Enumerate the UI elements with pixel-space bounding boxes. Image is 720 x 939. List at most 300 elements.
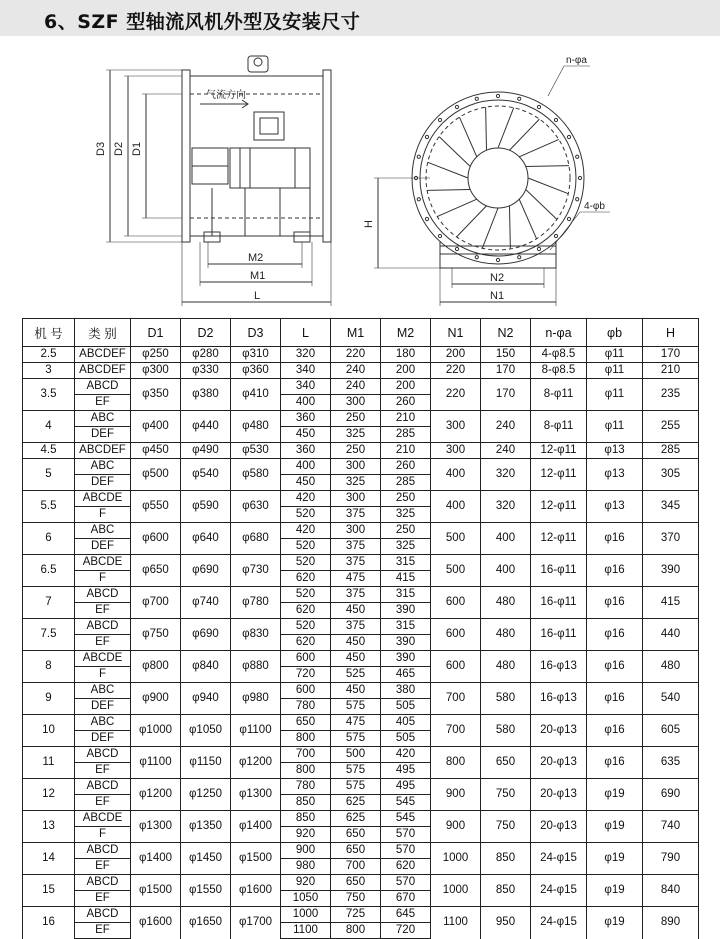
cell-m2: 390 — [381, 603, 431, 619]
cell-category: ABCDE — [75, 491, 131, 507]
cell-category: ABC — [75, 411, 131, 427]
cell-d1: φ450 — [131, 443, 181, 459]
col-header: D2 — [181, 319, 231, 347]
cell-n1: 800 — [431, 747, 481, 779]
col-header: M2 — [381, 319, 431, 347]
cell-n2: 850 — [481, 843, 531, 875]
cell-n2: 850 — [481, 875, 531, 907]
cell-h: 440 — [643, 619, 699, 651]
cell-h: 345 — [643, 491, 699, 523]
cell-d2: φ840 — [181, 651, 231, 683]
cell-phi-b: φ19 — [587, 843, 643, 875]
cell-h: 170 — [643, 347, 699, 363]
cell-l: 800 — [281, 763, 331, 779]
cell-n1: 700 — [431, 715, 481, 747]
cell-n1: 220 — [431, 379, 481, 411]
cell-d1: φ600 — [131, 523, 181, 555]
col-header: 机 号 — [23, 319, 75, 347]
cell-d1: φ1100 — [131, 747, 181, 779]
cell-n2: 240 — [481, 411, 531, 443]
dim-label-d3: D3 — [95, 141, 107, 156]
cell-n1: 900 — [431, 811, 481, 843]
cell-h: 415 — [643, 587, 699, 619]
cell-d2: φ1350 — [181, 811, 231, 843]
cell-h: 605 — [643, 715, 699, 747]
cell-m2: 495 — [381, 763, 431, 779]
cell-m2: 315 — [381, 555, 431, 571]
cell-n1: 700 — [431, 683, 481, 715]
cell-m1: 375 — [331, 619, 381, 635]
cell-m2: 250 — [381, 491, 431, 507]
cell-l: 520 — [281, 507, 331, 523]
cell-n2: 240 — [481, 443, 531, 459]
cell-d3: φ1700 — [231, 907, 281, 939]
cell-m1: 650 — [331, 827, 381, 843]
cell-phi-b: φ16 — [587, 619, 643, 651]
cell-h: 370 — [643, 523, 699, 555]
cell-n1: 900 — [431, 779, 481, 811]
cell-m1: 500 — [331, 747, 381, 763]
table-row — [23, 491, 699, 507]
cell-d2: φ490 — [181, 443, 231, 459]
cell-n1: 1000 — [431, 843, 481, 875]
cell-n1: 200 — [431, 347, 481, 363]
cell-l: 360 — [281, 411, 331, 427]
cell-d2: φ690 — [181, 619, 231, 651]
cell-n1: 400 — [431, 491, 481, 523]
cell-l: 450 — [281, 475, 331, 491]
cell-category: EF — [75, 891, 131, 907]
cell-m1: 450 — [331, 683, 381, 699]
cell-m1: 300 — [331, 459, 381, 475]
cell-category: ABCD — [75, 843, 131, 859]
cell-l: 600 — [281, 683, 331, 699]
cell-phi-b: φ16 — [587, 715, 643, 747]
cell-d1: φ250 — [131, 347, 181, 363]
cell-n-phi-a: 20-φ13 — [531, 811, 587, 843]
cell-d3: φ1300 — [231, 779, 281, 811]
cell-model-no: 7.5 — [23, 619, 75, 651]
cell-n2: 580 — [481, 715, 531, 747]
cell-model-no: 14 — [23, 843, 75, 875]
table-row — [23, 363, 699, 379]
table-row — [23, 747, 699, 763]
cell-h: 690 — [643, 779, 699, 811]
cell-phi-b: φ13 — [587, 443, 643, 459]
cell-m1: 750 — [331, 891, 381, 907]
cell-d3: φ880 — [231, 651, 281, 683]
cell-l: 920 — [281, 875, 331, 891]
cell-category: F — [75, 507, 131, 523]
cell-phi-b: φ13 — [587, 491, 643, 523]
cell-d3: φ1600 — [231, 875, 281, 907]
cell-n-phi-a: 20-φ13 — [531, 747, 587, 779]
cell-d3: φ630 — [231, 491, 281, 523]
cell-category: EF — [75, 635, 131, 651]
cell-h: 890 — [643, 907, 699, 939]
col-header: N2 — [481, 319, 531, 347]
col-header: 类 别 — [75, 319, 131, 347]
col-header: φb — [587, 319, 643, 347]
cell-m1: 300 — [331, 523, 381, 539]
cell-m2: 505 — [381, 731, 431, 747]
cell-phi-b: φ16 — [587, 651, 643, 683]
col-header: H — [643, 319, 699, 347]
cell-d3: φ830 — [231, 619, 281, 651]
cell-phi-b: φ16 — [587, 587, 643, 619]
cell-h: 635 — [643, 747, 699, 779]
cell-n2: 750 — [481, 811, 531, 843]
cell-d1: φ1200 — [131, 779, 181, 811]
cell-model-no: 5.5 — [23, 491, 75, 523]
spec-table — [22, 318, 699, 939]
cell-category: EF — [75, 763, 131, 779]
cell-phi-b: φ11 — [587, 411, 643, 443]
cell-h: 285 — [643, 443, 699, 459]
cell-l: 520 — [281, 619, 331, 635]
cell-m2: 390 — [381, 651, 431, 667]
cell-d1: φ1300 — [131, 811, 181, 843]
cell-l: 720 — [281, 667, 331, 683]
cell-n-phi-a: 24-φ15 — [531, 875, 587, 907]
dim-label-m2: M2 — [248, 252, 264, 264]
cell-l: 780 — [281, 779, 331, 795]
cell-n-phi-a: 24-φ15 — [531, 907, 587, 939]
fan-outline-drawing — [0, 36, 720, 316]
cell-d3: φ580 — [231, 459, 281, 491]
cell-n2: 480 — [481, 651, 531, 683]
cell-m1: 375 — [331, 555, 381, 571]
cell-category: ABCDEF — [75, 363, 131, 379]
cell-phi-b: φ11 — [587, 379, 643, 411]
cell-d2: φ380 — [181, 379, 231, 411]
cell-phi-b: φ11 — [587, 347, 643, 363]
cell-d3: φ980 — [231, 683, 281, 715]
cell-h: 790 — [643, 843, 699, 875]
cell-category: ABCDEF — [75, 443, 131, 459]
cell-d2: φ540 — [181, 459, 231, 491]
table-row — [23, 875, 699, 891]
cell-n1: 600 — [431, 651, 481, 683]
cell-n1: 600 — [431, 587, 481, 619]
cell-d1: φ800 — [131, 651, 181, 683]
table-row — [23, 843, 699, 859]
cell-n1: 1100 — [431, 907, 481, 939]
cell-l: 420 — [281, 491, 331, 507]
cell-n2: 580 — [481, 683, 531, 715]
cell-n2: 950 — [481, 907, 531, 939]
cell-m2: 285 — [381, 427, 431, 443]
col-header: D3 — [231, 319, 281, 347]
cell-h: 305 — [643, 459, 699, 491]
cell-d3: φ780 — [231, 587, 281, 619]
cell-m1: 800 — [331, 923, 381, 939]
cell-n-phi-a: 8-φ8.5 — [531, 363, 587, 379]
cell-category: DEF — [75, 731, 131, 747]
cell-m2: 720 — [381, 923, 431, 939]
table-row — [23, 683, 699, 699]
cell-d1: φ350 — [131, 379, 181, 411]
cell-m2: 420 — [381, 747, 431, 763]
cell-m2: 380 — [381, 683, 431, 699]
cell-l: 340 — [281, 363, 331, 379]
table-row — [23, 619, 699, 635]
cell-category: ABCD — [75, 747, 131, 763]
cell-category: EF — [75, 859, 131, 875]
cell-n-phi-a: 12-φ11 — [531, 491, 587, 523]
cell-n-phi-a: 12-φ11 — [531, 459, 587, 491]
cell-category: ABCDE — [75, 651, 131, 667]
cell-model-no: 7 — [23, 587, 75, 619]
cell-l: 420 — [281, 523, 331, 539]
cell-category: EF — [75, 603, 131, 619]
cell-category: ABC — [75, 459, 131, 475]
cell-d1: φ700 — [131, 587, 181, 619]
cell-l: 920 — [281, 827, 331, 843]
cell-category: ABCDE — [75, 811, 131, 827]
cell-d1: φ1500 — [131, 875, 181, 907]
cell-n1: 500 — [431, 555, 481, 587]
cell-m2: 405 — [381, 715, 431, 731]
cell-d2: φ1650 — [181, 907, 231, 939]
cell-m2: 325 — [381, 507, 431, 523]
cell-category: DEF — [75, 475, 131, 491]
cell-m1: 700 — [331, 859, 381, 875]
front-view — [374, 66, 610, 306]
cell-l: 600 — [281, 651, 331, 667]
cell-model-no: 12 — [23, 779, 75, 811]
cell-l: 520 — [281, 539, 331, 555]
cell-model-no: 3 — [23, 363, 75, 379]
cell-m1: 575 — [331, 763, 381, 779]
cell-phi-b: φ19 — [587, 875, 643, 907]
table-row — [23, 587, 699, 603]
cell-n-phi-a: 16-φ13 — [531, 651, 587, 683]
cell-d3: φ310 — [231, 347, 281, 363]
cell-model-no: 4 — [23, 411, 75, 443]
cell-m1: 450 — [331, 651, 381, 667]
cell-d3: φ680 — [231, 523, 281, 555]
cell-phi-b: φ16 — [587, 683, 643, 715]
cell-m1: 240 — [331, 379, 381, 395]
table-row — [23, 379, 699, 395]
cell-model-no: 2.5 — [23, 347, 75, 363]
title-bar — [0, 0, 720, 36]
cell-category: F — [75, 571, 131, 587]
cell-m2: 325 — [381, 539, 431, 555]
cell-m1: 325 — [331, 427, 381, 443]
cell-n1: 220 — [431, 363, 481, 379]
cell-m1: 575 — [331, 779, 381, 795]
cell-category: ABCD — [75, 587, 131, 603]
dim-label-n-phi-a: n-φa — [566, 55, 587, 66]
table-row — [23, 779, 699, 795]
cell-m1: 325 — [331, 475, 381, 491]
cell-d2: φ1050 — [181, 715, 231, 747]
page-title: 6、SZF 型轴流风机外型及安装尺寸 — [44, 11, 361, 33]
cell-n2: 170 — [481, 363, 531, 379]
cell-l: 620 — [281, 603, 331, 619]
cell-category: F — [75, 667, 131, 683]
col-header: L — [281, 319, 331, 347]
table-row — [23, 347, 699, 363]
cell-m2: 645 — [381, 907, 431, 923]
cell-phi-b: φ11 — [587, 363, 643, 379]
cell-d3: φ1500 — [231, 843, 281, 875]
cell-m1: 625 — [331, 811, 381, 827]
cell-m2: 545 — [381, 811, 431, 827]
cell-n2: 170 — [481, 379, 531, 411]
cell-category: DEF — [75, 699, 131, 715]
cell-m1: 650 — [331, 843, 381, 859]
cell-n1: 500 — [431, 523, 481, 555]
cell-m2: 505 — [381, 699, 431, 715]
cell-model-no: 6.5 — [23, 555, 75, 587]
cell-m1: 475 — [331, 571, 381, 587]
cell-n-phi-a: 16-φ11 — [531, 619, 587, 651]
cell-m2: 315 — [381, 619, 431, 635]
cell-n-phi-a: 4-φ8.5 — [531, 347, 587, 363]
cell-m1: 650 — [331, 875, 381, 891]
cell-d2: φ740 — [181, 587, 231, 619]
cell-phi-b: φ16 — [587, 555, 643, 587]
cell-d2: φ590 — [181, 491, 231, 523]
cell-m2: 570 — [381, 843, 431, 859]
cell-l: 520 — [281, 555, 331, 571]
cell-d2: φ1450 — [181, 843, 231, 875]
cell-m2: 210 — [381, 443, 431, 459]
cell-m2: 200 — [381, 363, 431, 379]
cell-d2: φ640 — [181, 523, 231, 555]
flow-direction-label: 气流方向 — [206, 90, 246, 101]
cell-l: 1100 — [281, 923, 331, 939]
cell-l: 450 — [281, 427, 331, 443]
cell-model-no: 4.5 — [23, 443, 75, 459]
table-row — [23, 555, 699, 571]
cell-l: 700 — [281, 747, 331, 763]
cell-m1: 300 — [331, 395, 381, 411]
cell-m1: 220 — [331, 347, 381, 363]
cell-n2: 150 — [481, 347, 531, 363]
cell-n-phi-a: 20-φ13 — [531, 715, 587, 747]
cell-n-phi-a: 16-φ11 — [531, 555, 587, 587]
cell-m2: 570 — [381, 827, 431, 843]
cell-h: 390 — [643, 555, 699, 587]
cell-m2: 545 — [381, 795, 431, 811]
cell-n1: 600 — [431, 619, 481, 651]
cell-m2: 200 — [381, 379, 431, 395]
cell-m2: 210 — [381, 411, 431, 427]
cell-category: ABCD — [75, 907, 131, 923]
cell-model-no: 3.5 — [23, 379, 75, 411]
cell-n2: 480 — [481, 587, 531, 619]
dim-label-4-phi-b: 4-φb — [584, 201, 605, 212]
cell-m2: 670 — [381, 891, 431, 907]
cell-n2: 650 — [481, 747, 531, 779]
cell-m2: 570 — [381, 875, 431, 891]
cell-d2: φ1150 — [181, 747, 231, 779]
cell-n2: 320 — [481, 491, 531, 523]
cell-category: ABCD — [75, 379, 131, 395]
cell-n2: 400 — [481, 523, 531, 555]
cell-h: 540 — [643, 683, 699, 715]
cell-d2: φ330 — [181, 363, 231, 379]
cell-d3: φ480 — [231, 411, 281, 443]
cell-l: 620 — [281, 635, 331, 651]
cell-category: F — [75, 827, 131, 843]
cell-n-phi-a: 12-φ11 — [531, 523, 587, 555]
cell-m1: 450 — [331, 603, 381, 619]
cell-m1: 240 — [331, 363, 381, 379]
cell-d3: φ1400 — [231, 811, 281, 843]
dim-label-d1: D1 — [131, 141, 143, 156]
cell-m1: 375 — [331, 539, 381, 555]
cell-l: 400 — [281, 395, 331, 411]
cell-category: ABCD — [75, 875, 131, 891]
cell-n1: 300 — [431, 411, 481, 443]
table-row — [23, 651, 699, 667]
cell-m2: 285 — [381, 475, 431, 491]
cell-phi-b: φ19 — [587, 779, 643, 811]
cell-m2: 495 — [381, 779, 431, 795]
table-row — [23, 411, 699, 427]
cell-n2: 400 — [481, 555, 531, 587]
cell-d3: φ360 — [231, 363, 281, 379]
cell-m1: 250 — [331, 443, 381, 459]
cell-d1: φ650 — [131, 555, 181, 587]
cell-n1: 1000 — [431, 875, 481, 907]
table-row — [23, 811, 699, 827]
cell-d1: φ1600 — [131, 907, 181, 939]
cell-model-no: 9 — [23, 683, 75, 715]
cell-d2: φ1250 — [181, 779, 231, 811]
cell-m1: 250 — [331, 411, 381, 427]
cell-m1: 575 — [331, 699, 381, 715]
dim-label-h: H — [363, 220, 375, 228]
cell-m1: 725 — [331, 907, 381, 923]
cell-l: 780 — [281, 699, 331, 715]
cell-category: ABCD — [75, 619, 131, 635]
cell-l: 340 — [281, 379, 331, 395]
cell-d1: φ1400 — [131, 843, 181, 875]
cell-n-phi-a: 24-φ15 — [531, 843, 587, 875]
cell-d2: φ440 — [181, 411, 231, 443]
cell-l: 800 — [281, 731, 331, 747]
cell-phi-b: φ16 — [587, 747, 643, 779]
cell-m2: 260 — [381, 459, 431, 475]
cell-l: 980 — [281, 859, 331, 875]
cell-d2: φ940 — [181, 683, 231, 715]
col-header: M1 — [331, 319, 381, 347]
cell-d1: φ1000 — [131, 715, 181, 747]
cell-d1: φ750 — [131, 619, 181, 651]
cell-n-phi-a: 12-φ11 — [531, 443, 587, 459]
cell-n-phi-a: 16-φ11 — [531, 587, 587, 619]
cell-l: 320 — [281, 347, 331, 363]
cell-m1: 575 — [331, 731, 381, 747]
col-header: N1 — [431, 319, 481, 347]
cell-n-phi-a: 8-φ11 — [531, 379, 587, 411]
cell-m2: 315 — [381, 587, 431, 603]
cell-m2: 260 — [381, 395, 431, 411]
cell-l: 850 — [281, 811, 331, 827]
cell-d2: φ690 — [181, 555, 231, 587]
cell-model-no: 11 — [23, 747, 75, 779]
cell-m1: 450 — [331, 635, 381, 651]
cell-m2: 250 — [381, 523, 431, 539]
cell-category: ABCDEF — [75, 347, 131, 363]
cell-n2: 480 — [481, 619, 531, 651]
